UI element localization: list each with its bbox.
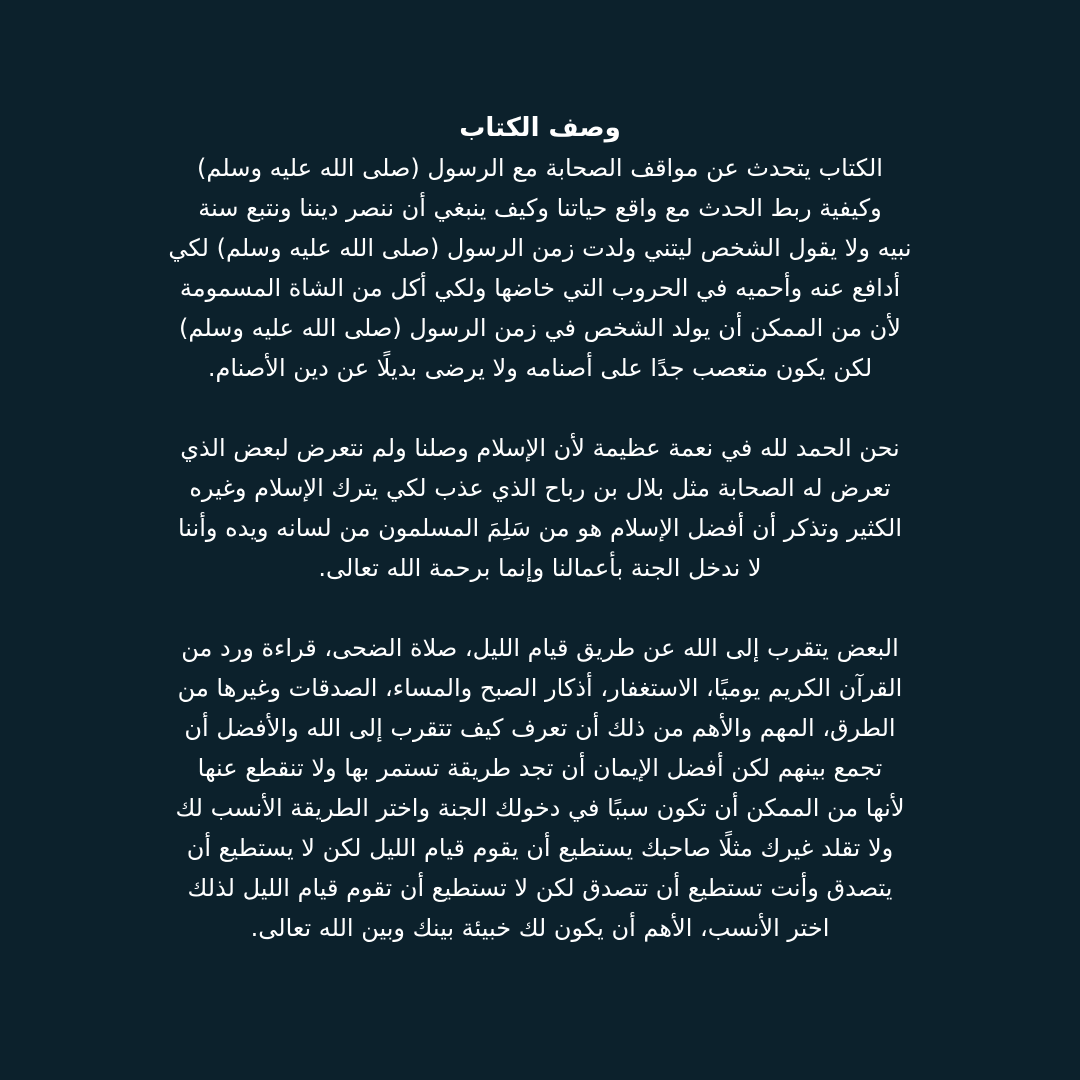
text-line: تعرض له الصحابة مثل بلال بن رباح الذي عذب لكي يترك الإسلام وغيره [189, 474, 891, 502]
text-line: الكثير وتذكر أن أفضل الإسلام هو من سَلِمَ المسلمون من لسانه ويده وأننا [177, 514, 903, 542]
paragraph-worship [110, 628, 970, 948]
text-line: تجمع بينهم لكن أفضل الإيمان أن تجد طريقة تستمر بها ولا تنقطع عنها [197, 754, 883, 782]
text-line: لأن من الممكن أن يولد الشخص في زمن الرسول (صلى الله عليه وسلم) [178, 314, 901, 342]
text-line: ولا تقلد غيرك مثلًا صاحبك يستطيع أن يقوم قيام الليل لكن لا يستطيع أن [186, 834, 894, 862]
paragraph-spacer [110, 388, 970, 428]
text-line: وكيفية ربط الحدث مع واقع حياتنا وكيف ينبغي أن ننصر ديننا ونتبع سنة [198, 194, 882, 222]
text-line: لا ندخل الجنة بأعمالنا وإنما برحمة الله تعالى. [318, 554, 762, 582]
text-line: اختر الأنسب، الأهم أن يكون لك خبيئة بينك وبين الله تعالى. [250, 914, 830, 942]
text-line: نحن الحمد لله في نعمة عظيمة لأن الإسلام وصلنا ولم نتعرض لبعض الذي [180, 434, 900, 462]
text-line: الكتاب يتحدث عن مواقف الصحابة مع الرسول (صلى الله عليه وسلم) [197, 154, 883, 182]
text-line: نبيه ولا يقول الشخص ليتني ولدت زمن الرسول (صلى الله عليه وسلم) لكي [168, 234, 912, 262]
text-line: الطرق، المهم والأهم من ذلك أن تعرف كيف تتقرب إلى الله والأفضل أن [184, 714, 896, 742]
text-line: لكن يكون متعصب جدًا على أصنامه ولا يرضى بديلًا عن دين الأصنام. [207, 354, 873, 382]
text-line: القرآن الكريم يوميًا، الاستغفار، أذكار الصبح والمساء، الصدقات وغيرها من [177, 674, 903, 702]
page-title: وصف الكتاب [459, 113, 621, 143]
paragraph-spacer [110, 588, 970, 628]
paragraph-blessing [110, 428, 970, 588]
text-line: يتصدق وأنت تستطيع أن تتصدق لكن لا تستطيع أن تقوم قيام الليل لذلك [187, 874, 893, 902]
text-line: أدافع عنه وأحميه في الحروب التي خاضها ولكي أكل من الشاة المسمومة [179, 274, 901, 302]
paragraph-intro [110, 148, 970, 388]
text-line: البعض يتقرب إلى الله عن طريق قيام الليل، صلاة الضحى، قراءة ورد من [181, 634, 899, 662]
text-line: لأنها من الممكن أن تكون سببًا في دخولك الجنة واختر الطريقة الأنسب لك [175, 794, 905, 822]
